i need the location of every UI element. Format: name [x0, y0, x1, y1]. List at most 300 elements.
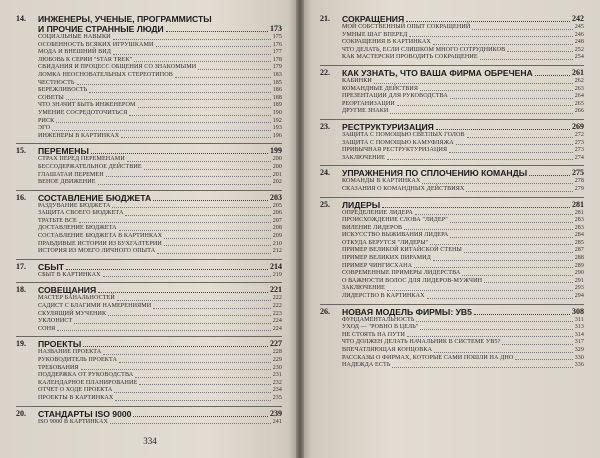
toc-entry[interactable]	[38, 110, 282, 118]
toc-entry[interactable]	[342, 54, 584, 62]
chapter-heading[interactable]	[320, 307, 584, 317]
dot-leader	[57, 330, 270, 331]
chapter-items	[342, 24, 584, 62]
toc-entry[interactable]	[342, 255, 584, 263]
toc-entry[interactable]	[38, 318, 282, 326]
dot-leader	[157, 253, 270, 254]
chapter-heading[interactable]	[320, 68, 584, 78]
dot-leader	[415, 214, 573, 215]
page-ref: 219	[272, 271, 282, 278]
chapter-heading[interactable]	[16, 193, 282, 203]
page-ref: 199	[270, 146, 282, 156]
chapter-number: 17.	[16, 261, 26, 271]
toc-entry[interactable]	[342, 210, 584, 218]
toc-entry[interactable]	[342, 217, 584, 225]
toc-entry[interactable]	[38, 133, 282, 141]
page-ref: 336	[574, 362, 584, 369]
toc-entry[interactable]	[38, 272, 282, 280]
toc-entry-title: МОДА И ВНЕШНИЙ ВИД	[38, 49, 112, 56]
page-ref: 287	[574, 247, 584, 254]
chapter-number: 19.	[16, 339, 26, 349]
dot-leader	[156, 46, 271, 47]
toc-entry[interactable]	[38, 179, 282, 187]
chapter-title: ИНЖЕНЕРЫ, УЧЕНЫЕ, ПРОГРАММИСТЫ	[38, 14, 212, 24]
toc-entry[interactable]	[342, 317, 584, 325]
toc-chapter	[320, 197, 584, 301]
chapter-items	[342, 178, 584, 193]
chapter-items	[342, 210, 584, 301]
toc-entry[interactable]	[38, 95, 282, 103]
chapter-title: УПРАЖНЕНИЯ ПО СПЛОЧЕНИЮ КОМАНДЫ	[342, 168, 528, 179]
dot-leader	[409, 36, 572, 37]
dot-leader	[119, 230, 271, 231]
page-ref: 230	[272, 364, 282, 371]
page-ref: 239	[270, 408, 282, 418]
toc-entry[interactable]	[38, 380, 282, 388]
toc-entry-title: ISO 9000 В КАРТИНКАХ	[38, 418, 108, 425]
chapter-title: НОВАЯ МОДЕЛЬ ФИРМЫ: УВ5	[342, 306, 472, 317]
dot-leader	[166, 31, 268, 32]
dot-leader	[77, 84, 271, 85]
page-ref: 212	[272, 248, 282, 255]
toc-entry[interactable]	[38, 365, 282, 373]
chapter-number: 23.	[320, 121, 330, 131]
toc-entry[interactable]	[38, 34, 282, 42]
dot-leader	[387, 159, 573, 160]
dot-leader	[420, 329, 572, 330]
chapter-heading[interactable]	[320, 168, 584, 178]
page-ref: 283	[574, 224, 584, 231]
page-ref: 229	[272, 357, 282, 363]
toc-entry-title: МОЙ СОБСТВЕННЫЙ ОПЫТ СОКРАЩЕНИЙ	[342, 24, 471, 30]
toc-entry[interactable]	[38, 156, 282, 164]
toc-entry-title: СОВЕТЫ	[38, 94, 64, 101]
toc-entry-title: ОТКУДА БЕРУТСЯ "ЛИДЕРЫ"	[342, 239, 429, 246]
toc-entry[interactable]	[38, 64, 282, 72]
toc-entry-title: СОКРАЩЕНИЯ В КАРТИНКАХ	[342, 39, 431, 46]
toc-entry[interactable]	[342, 39, 584, 47]
page-ref: 179	[272, 64, 282, 71]
toc-entry-title: ЧТО ЗНАЧИТ БЫТЬ ИНЖЕНЕРОМ	[38, 102, 136, 109]
chapter-number: 20.	[16, 408, 26, 418]
toc-entry[interactable]	[38, 419, 282, 427]
toc-chapter	[16, 143, 282, 186]
toc-entry-title: СОНЯ	[38, 325, 56, 332]
chapter-number: 26.	[320, 306, 330, 316]
toc-chapter	[16, 14, 282, 140]
toc-entry-title: РЕОРГАНИЗАЦИИ	[342, 100, 395, 107]
toc-entry-title: УХОД — "РОВНО В ЦЕЛЬ"	[342, 324, 419, 331]
page-ref: 284	[574, 232, 584, 239]
toc-entry-title: ГЛАШАТАИ ПЕРЕМЕН	[38, 171, 104, 178]
dot-leader	[397, 105, 573, 106]
toc-chapter	[320, 304, 584, 370]
page-ref: 200	[272, 156, 282, 163]
toc-entry-title: ПРИМЕР ВЕЛИКОЙ КИТАЙСКОЙ СТЕНЫ	[342, 247, 462, 254]
dot-leader	[139, 384, 270, 385]
toc-entry[interactable]	[342, 263, 584, 271]
toc-entry[interactable]	[342, 93, 584, 101]
toc-entry-title: КОМАНДЫ В КАРТИНКАХ	[342, 178, 421, 185]
toc-entry[interactable]	[342, 147, 584, 155]
toc-entry-title: ЛЮБОВЬ К СЕРИИ "STAR TREK"	[38, 56, 133, 63]
page-ref: 278	[574, 178, 584, 185]
page-ref: 209	[272, 233, 282, 240]
toc-entry-title: УМНЫЕ ШАГ ВПЕРЕД	[342, 31, 408, 38]
toc-entry-title: СОЦИАЛЬНЫЕ НАВЫКИ	[38, 34, 111, 40]
toc-chapter	[16, 190, 282, 256]
page-ref: 196	[272, 132, 282, 139]
toc-entry-title: КОМАНДНЫЕ ДЕЙСТВИЯ	[342, 85, 419, 92]
toc-entry[interactable]	[342, 186, 584, 194]
toc-entry[interactable]	[38, 303, 282, 311]
toc-entry[interactable]	[38, 203, 282, 211]
dot-leader	[81, 369, 271, 370]
dot-leader	[467, 137, 573, 138]
chapter-number: 21.	[320, 14, 330, 23]
page-ref: 246	[574, 31, 584, 38]
dot-leader	[103, 354, 270, 355]
toc-entry-title: ПРОЕКТЫ В КАРТИНКАХ	[38, 394, 114, 401]
dot-leader	[480, 59, 573, 60]
toc-chapter	[320, 14, 584, 62]
page-ref: 202	[272, 179, 282, 186]
chapter-heading[interactable]	[320, 122, 584, 132]
toc-entry-title: ФУНДАМЕНТАЛЬНОСТЬ	[342, 316, 415, 323]
dot-leader	[115, 400, 270, 401]
chapter-title: ЛИДЕРЫ	[342, 199, 381, 210]
dot-leader	[449, 152, 573, 153]
dot-leader	[374, 83, 573, 84]
toc-entry[interactable]	[342, 32, 584, 40]
toc-entry[interactable]	[38, 218, 282, 226]
toc-entry[interactable]	[342, 86, 584, 94]
toc-entry[interactable]	[342, 155, 584, 163]
page-ref: 263	[574, 85, 584, 92]
toc-entry[interactable]	[38, 49, 282, 57]
right-toc-column	[320, 14, 584, 373]
chapter-title-continued: И ПРОЧИЕ СТРАННЫЕ ЛЮДИ	[38, 24, 164, 34]
dot-leader	[108, 315, 271, 316]
toc-entry-title: СОВРЕМЕННЫЕ ПРИМЕРЫ ЛИДЕРСТВА	[342, 270, 461, 277]
chapter-number: 25.	[320, 199, 330, 209]
toc-entry-title: УМЕНИЕ СОСРЕДОТОЧИТЬСЯ	[38, 109, 128, 116]
page-ref: 269	[572, 121, 584, 131]
toc-entry[interactable]	[38, 125, 282, 133]
toc-entry[interactable]	[342, 270, 584, 278]
chapter-heading[interactable]	[16, 146, 282, 156]
page-ref: 330	[574, 354, 584, 361]
dot-leader	[390, 113, 572, 114]
chapter-items	[38, 419, 282, 427]
chapter-heading[interactable]	[16, 409, 282, 419]
chapter-number: 18.	[16, 285, 26, 295]
chapter-title: ПЕРЕМЕНЫ	[38, 146, 89, 157]
dot-leader	[56, 122, 270, 123]
toc-entry[interactable]	[342, 101, 584, 109]
toc-entry-title: ЗАКЛЮЧЕНИЕ	[342, 154, 385, 161]
dot-leader	[117, 300, 271, 301]
dot-leader	[79, 222, 271, 223]
page-ref: 275	[572, 168, 584, 178]
toc-entry[interactable]	[38, 295, 282, 303]
toc-chapter	[320, 165, 584, 193]
toc-entry[interactable]	[342, 178, 584, 186]
page-ref: 190	[272, 109, 282, 116]
toc-entry-title: ТРЕБОВАНИЯ	[38, 364, 79, 371]
toc-entry-title: СКУЛЯЩИЙ МУЧЕНИК	[38, 310, 107, 317]
dot-leader	[134, 61, 270, 62]
dot-leader	[198, 69, 270, 70]
toc-entry[interactable]	[342, 332, 584, 340]
dot-leader	[52, 130, 271, 131]
page-ref: 241	[272, 418, 282, 425]
chapter-heading[interactable]	[16, 285, 282, 295]
toc-entry[interactable]	[342, 285, 584, 293]
toc-chapter	[16, 282, 282, 333]
dot-leader	[164, 245, 271, 246]
dot-leader	[392, 367, 572, 368]
dot-leader	[127, 161, 271, 162]
toc-entry-title: РАЗДУВАНИЕ БЮДЖЕТА	[38, 202, 111, 209]
chapter-heading[interactable]	[16, 262, 282, 272]
page-ref: 235	[272, 394, 282, 401]
page-ref: 205	[272, 202, 282, 209]
toc-entry[interactable]	[38, 387, 282, 395]
dot-leader	[414, 267, 573, 268]
toc-entry-title: ИСТОРИЯ ИЗ МОЕГО ЛИЧНОГО ОПЫТА	[38, 248, 156, 255]
page-ref: 231	[272, 372, 282, 379]
chapter-heading[interactable]	[320, 14, 584, 24]
chapter-items	[38, 203, 282, 256]
toc-entry[interactable]	[342, 362, 584, 370]
page-ref: 207	[272, 217, 282, 224]
chapter-heading[interactable]	[16, 339, 282, 349]
toc-entry-title: ВИЛЕНИЕ ЛИДЕРОВ	[342, 224, 403, 231]
toc-entry-title: ЗАЩИТА С ПОМОЩЬЮ КАМУФЛЯЖА	[342, 139, 454, 146]
toc-entry[interactable]	[342, 347, 584, 355]
toc-entry-title: ОТЧЕТ О ХОДЕ ПРОЕКТА	[38, 387, 113, 394]
page-ref: 224	[272, 318, 282, 325]
dot-leader	[175, 77, 271, 78]
toc-entry[interactable]	[342, 247, 584, 255]
page-ref: 294	[574, 293, 584, 300]
dot-leader	[416, 321, 572, 322]
dot-leader	[74, 323, 270, 324]
dot-leader	[387, 290, 573, 291]
dot-leader	[153, 200, 268, 201]
toc-entry[interactable]	[38, 372, 282, 380]
chapter-title: СОСТАВЛЕНИЕ БЮДЖЕТА	[38, 192, 152, 203]
toc-entry-title: СБЫТ В КАРТИНКАХ	[38, 271, 101, 278]
toc-chapter	[320, 65, 584, 116]
toc-entry[interactable]	[38, 395, 282, 403]
toc-entry-title: ПРИВЫЧНАЯ РЕСТРУКТУРИЗАЦИЯ	[342, 147, 448, 154]
toc-entry[interactable]	[342, 339, 584, 347]
toc-entry[interactable]	[38, 326, 282, 334]
page-ref: 208	[272, 225, 282, 232]
toc-entry-title: ТРАТЬТЕ ВСЕ	[38, 217, 77, 224]
page-ref: 272	[574, 131, 584, 138]
toc-entry[interactable]	[342, 24, 584, 32]
page-ref: 177	[272, 49, 282, 56]
dot-leader	[98, 292, 268, 293]
page-ref: 254	[574, 54, 584, 61]
page-ref: 173	[270, 24, 282, 33]
left-toc-column	[16, 14, 282, 429]
toc-entry-title: СОСТАВЛЕНИЕ БЮДЖЕТА В КАРТИНКАХ	[38, 233, 163, 240]
toc-entry[interactable]	[38, 87, 282, 95]
toc-entry[interactable]	[38, 311, 282, 319]
dot-leader	[515, 359, 572, 360]
page-ref: 192	[272, 117, 282, 124]
toc-entry-title: РИСК	[38, 117, 55, 124]
page-ref: 261	[572, 67, 584, 77]
toc-entry[interactable]	[342, 355, 584, 363]
toc-entry[interactable]	[342, 225, 584, 233]
toc-entry-title: ВПЕЧАТЛЯЮЩАЯ КОНЦОВКА	[342, 347, 433, 353]
page-ref: 248	[574, 39, 584, 46]
toc-entry-title: ПРИМЕР ВЕЛИКИХ ПИРАМИД	[342, 255, 431, 262]
page-ref: 234	[272, 387, 282, 394]
chapter-title: СОКРАЩЕНИЯ	[342, 14, 405, 24]
dot-leader	[129, 115, 270, 116]
dot-leader	[430, 244, 572, 245]
toc-entry[interactable]	[38, 225, 282, 233]
toc-entry-title: ПРИМЕР ЧИНГИСХАНА	[342, 262, 413, 269]
toc-entry[interactable]	[342, 140, 584, 148]
dot-leader	[466, 191, 572, 192]
toc-entry[interactable]	[342, 47, 584, 55]
toc-entry[interactable]	[38, 248, 282, 256]
chapter-heading-line2[interactable]	[16, 24, 282, 34]
toc-entry[interactable]	[342, 78, 584, 86]
chapter-title: СБЫТ	[38, 261, 65, 272]
page-ref: 210	[272, 240, 282, 247]
toc-entry[interactable]	[342, 293, 584, 301]
dot-leader	[436, 129, 570, 130]
chapter-heading[interactable]	[320, 200, 584, 210]
page-ref: 214	[270, 261, 282, 271]
toc-entry-title: СВИДАНИЯ И ПРОЦЕСС ОБЩЕНИЯ СО ЗНАКОМЫМИ	[38, 64, 197, 71]
chapter-number: 15.	[16, 146, 26, 156]
toc-entry[interactable]	[38, 102, 282, 110]
toc-entry-title: СКАЗАНИЯ О КОМАНДНЫХ ДЕЙСТВИЯХ	[342, 185, 465, 192]
dot-leader	[114, 392, 270, 393]
dot-leader	[112, 207, 270, 208]
page-ref: 188	[272, 94, 282, 101]
toc-entry[interactable]	[38, 241, 282, 249]
page-ref: 252	[574, 46, 584, 53]
page-ref: 193	[272, 125, 282, 132]
chapter-number: 16.	[16, 192, 26, 202]
page-ref: 228	[272, 349, 282, 356]
dot-leader	[66, 99, 271, 100]
page-ref: 175	[272, 34, 282, 40]
toc-entry-title: ЧТО ДЕЛАТЬ, ЕСЛИ СЛИШКОМ МНОГО СОТРУДНИКОВ	[342, 46, 506, 53]
page-ref: 203	[270, 192, 282, 202]
page-ref: 273	[574, 139, 584, 146]
toc-entry[interactable]	[342, 324, 584, 332]
dot-leader	[121, 137, 270, 138]
toc-entry[interactable]	[38, 210, 282, 218]
toc-entry[interactable]	[38, 80, 282, 88]
toc-entry[interactable]	[38, 164, 282, 172]
page-ref: 221	[270, 285, 282, 295]
toc-entry[interactable]	[342, 232, 584, 240]
page-ref: 200	[272, 163, 282, 170]
dot-leader	[427, 298, 573, 299]
page-ref: 274	[574, 154, 584, 161]
toc-entry[interactable]	[38, 349, 282, 357]
chapter-title: СТАНДАРТЫ ISO 9000	[38, 408, 132, 419]
dot-leader	[404, 229, 572, 230]
toc-entry-title: ВЕНОЕ ДВИЖЕНИЕ	[38, 179, 96, 186]
toc-entry[interactable]	[342, 108, 584, 116]
page-ref: 289	[574, 262, 584, 269]
dot-leader	[472, 29, 572, 30]
page-ref: 311	[574, 316, 584, 323]
page-ref: 314	[574, 331, 584, 338]
toc-entry-title: ЭГО	[38, 125, 51, 132]
dot-leader	[422, 183, 572, 184]
toc-entry[interactable]	[342, 132, 584, 140]
dot-leader	[113, 39, 271, 40]
dot-leader	[535, 75, 570, 76]
dot-leader	[135, 377, 270, 378]
dot-leader	[164, 238, 271, 239]
dot-leader	[407, 336, 573, 337]
toc-entry[interactable]	[38, 233, 282, 241]
page-ref: 291	[574, 277, 584, 284]
chapter-items	[38, 272, 282, 280]
page-ref: 264	[574, 93, 584, 100]
page-ref: 178	[272, 56, 282, 63]
dot-leader	[125, 215, 270, 216]
page-ref: 206	[272, 210, 282, 217]
toc-entry-title: РУКОВОДИТЕЛЬ ПРОЕКТА	[38, 357, 117, 363]
chapter-title: ПРОЕКТЫ	[38, 339, 82, 350]
page-number: 334	[143, 436, 157, 446]
chapter-number: 22.	[320, 67, 330, 77]
toc-entry[interactable]	[38, 118, 282, 126]
page-ref: 266	[574, 108, 584, 115]
dot-leader	[462, 275, 572, 276]
dot-leader	[66, 269, 268, 270]
page-ref: 227	[270, 339, 282, 349]
page-ref: 281	[574, 209, 584, 216]
page-ref: 265	[574, 100, 584, 107]
toc-entry[interactable]	[38, 57, 282, 65]
page-ref: 224	[272, 325, 282, 332]
dot-leader	[103, 276, 271, 277]
page-ref: 262	[574, 77, 584, 84]
right-page	[300, 0, 600, 458]
page-ref: 242	[572, 14, 584, 23]
toc-chapter	[16, 406, 282, 427]
toc-entry[interactable]	[38, 72, 282, 80]
page-ref: 176	[272, 41, 282, 48]
toc-entry[interactable]	[342, 278, 584, 286]
toc-entry[interactable]	[38, 172, 282, 180]
page-ref: 222	[272, 303, 282, 310]
toc-entry[interactable]	[38, 357, 282, 365]
chapter-items	[38, 156, 282, 186]
chapter-items	[342, 317, 584, 370]
chapter-title: КАК УЗНАТЬ, ЧТО ВАША ФИРМА ОБРЕЧЕНА	[342, 67, 533, 78]
chapter-heading[interactable]	[16, 14, 282, 24]
dot-leader	[133, 416, 268, 417]
